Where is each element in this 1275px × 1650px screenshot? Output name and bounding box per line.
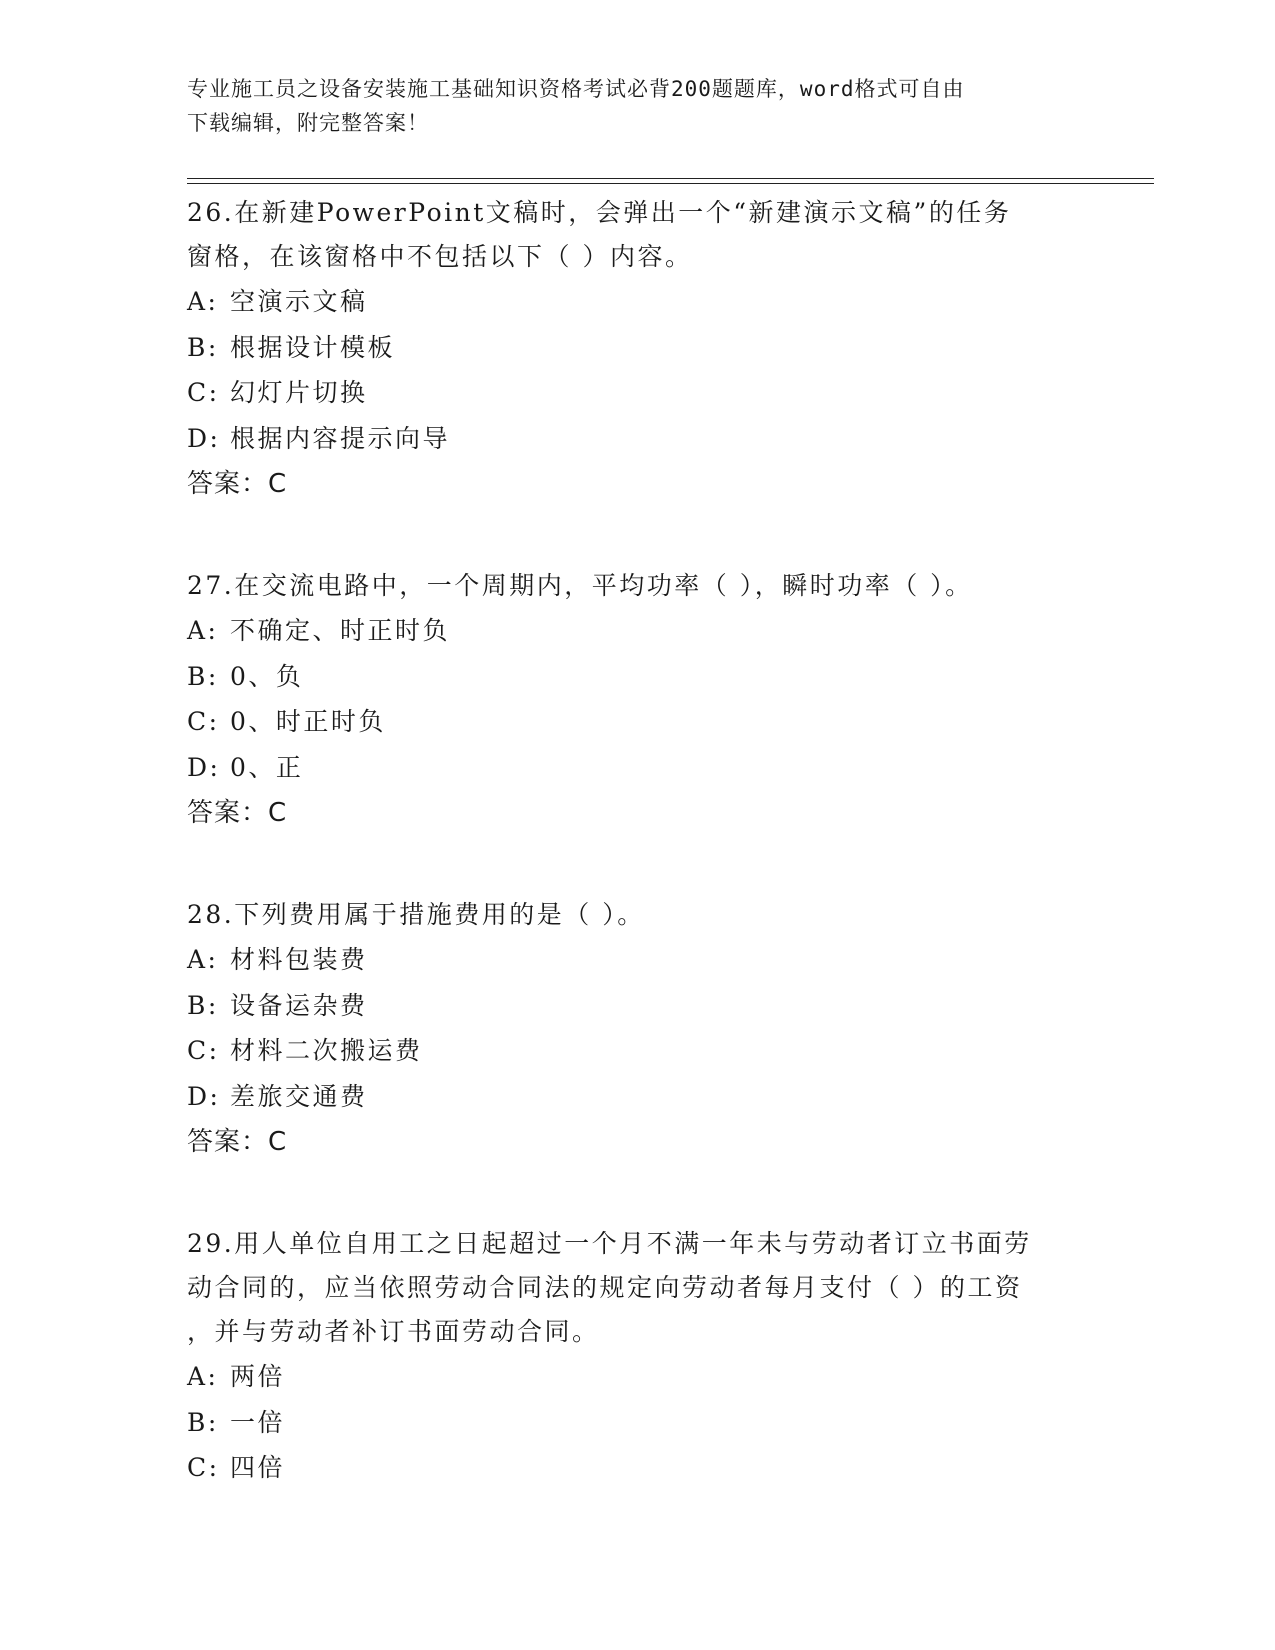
stem-line: 28.下列费用属于措施费用的是（ ）。 <box>187 900 645 929</box>
option-b <box>187 1400 1087 1446</box>
header-divider-bottom <box>187 183 1154 184</box>
option-text: 四倍 <box>230 1453 286 1482</box>
option-b <box>187 654 1087 700</box>
option-text: 材料包装费 <box>230 945 368 974</box>
option-text: 两倍 <box>230 1362 286 1391</box>
option-text: 0、正 <box>230 752 304 782</box>
option-text: 幻灯片切换 <box>230 378 368 407</box>
option-a <box>187 279 1087 325</box>
option-a <box>187 1354 1087 1400</box>
question-28 <box>187 893 1087 1165</box>
option-key: C: <box>187 378 220 407</box>
stem-line: 26.在新建PowerPoint文稿时，会弹出一个“新建演示文稿”的任务 <box>187 198 1012 227</box>
option-text: 根据设计模板 <box>230 332 396 362</box>
option-key: D: <box>187 423 221 453</box>
option-key: A: <box>187 1362 219 1391</box>
stem-line: ，并与劳动者补订书面劳动合同。 <box>187 1317 600 1346</box>
option-d <box>187 416 1087 462</box>
option-key: D: <box>187 752 221 782</box>
option-key: C: <box>187 1453 220 1482</box>
question-stem <box>187 564 1087 608</box>
header-line-2: 下载编辑，附完整答案！ <box>187 111 429 135</box>
question-stem <box>187 1222 1087 1354</box>
answer: 答案：C <box>187 1127 288 1157</box>
option-key: C: <box>187 707 220 736</box>
option-text: 设备运杂费 <box>230 990 368 1020</box>
option-text: 不确定、时正时负 <box>230 616 451 645</box>
question-stem <box>187 191 1087 279</box>
option-key: C: <box>187 1036 220 1065</box>
option-key: B: <box>187 1407 219 1437</box>
option-c <box>187 1445 1087 1491</box>
option-key: D: <box>187 1081 221 1111</box>
stem-line: 动合同的，应当依照劳动合同法的规定向劳动者每月支付（ ）的工资 <box>187 1273 1023 1302</box>
option-key: A: <box>187 287 219 316</box>
option-text: 材料二次搬运费 <box>230 1036 423 1065</box>
answer: 答案：C <box>187 469 288 499</box>
option-text: 根据内容提示向导 <box>230 423 451 453</box>
option-a <box>187 608 1087 654</box>
question-29 <box>187 1222 1087 1491</box>
option-c <box>187 370 1087 416</box>
question-26 <box>187 191 1087 507</box>
option-key: A: <box>187 945 219 974</box>
option-b <box>187 983 1087 1029</box>
option-c <box>187 1028 1087 1074</box>
question-list <box>187 188 1087 1548</box>
answer: 答案：C <box>187 798 288 828</box>
option-key: B: <box>187 661 219 691</box>
option-a <box>187 937 1087 983</box>
question-27 <box>187 564 1087 836</box>
option-c <box>187 699 1087 745</box>
option-text: 0、负 <box>230 661 304 691</box>
option-d <box>187 1074 1087 1120</box>
option-d <box>187 745 1087 791</box>
stem-line: 窗格，在该窗格中不包括以下（ ）内容。 <box>187 242 693 271</box>
option-text: 空演示文稿 <box>230 287 368 316</box>
question-stem <box>187 893 1087 937</box>
stem-line: 27.在交流电路中，一个周期内，平均功率（ ），瞬时功率（ ）。 <box>187 571 973 600</box>
header-divider-top <box>187 178 1154 179</box>
option-key: B: <box>187 990 219 1020</box>
header-line-1: 专业施工员之设备安装施工基础知识资格考试必背200题题库，word格式可自由 <box>187 77 965 101</box>
option-key: B: <box>187 332 219 362</box>
option-key: A: <box>187 616 219 645</box>
option-b <box>187 325 1087 371</box>
document-header <box>187 72 1087 140</box>
option-text: 一倍 <box>230 1407 286 1437</box>
option-text: 0、时正时负 <box>230 707 386 736</box>
option-text: 差旅交通费 <box>230 1081 368 1111</box>
stem-line: 29.用人单位自用工之日起超过一个月不满一年未与劳动者订立书面劳 <box>187 1229 1032 1258</box>
